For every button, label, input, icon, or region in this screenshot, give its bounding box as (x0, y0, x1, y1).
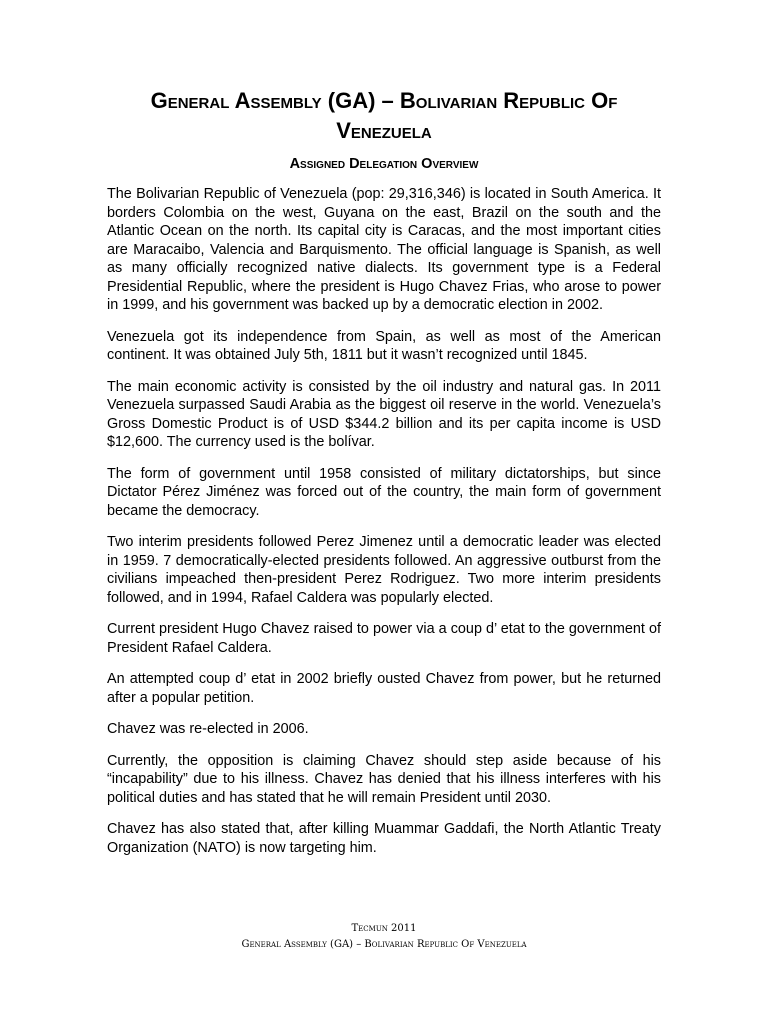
paragraph-coup-attempt: An attempted coup d’ etat in 2002 briefly ousted Chavez from power, but he returned after a popular petition. (107, 671, 661, 706)
document-body (107, 185, 661, 870)
paragraph-independence: Venezuela got its independence from Spain, as well as most of the American continent. It was obtained July 5th, 1811 but it wasn’t recognized until 1845. (107, 328, 661, 363)
paragraph-presidents: Two interim presidents followed Perez Jimenez until a democratic leader was elected in 1959. 7 democratically-elected presidents followed. An aggressive outburst from the civilians impeached then-president Perez Rodriguez. Two more interim presidents followed, and in 1994, Rafael Caldera was popularly elected. (107, 534, 661, 606)
page-footer (100, 921, 668, 953)
paragraph-government-history: The form of government until 1958 consisted of military dictatorships, but since Dictator Pérez Jiménez was forced out of the country, the main form of government became the democracy. (107, 465, 661, 519)
document-title (100, 86, 668, 146)
title-line-2: Venezuela (336, 118, 432, 143)
document-subtitle: Assigned Delegation Overview (289, 156, 479, 172)
paragraph-current-president: Current president Hugo Chavez raised to power via a coup d’ etat to the government of President Rafael Caldera. (107, 621, 661, 656)
paragraph-intro: The Bolivarian Republic of Venezuela (pop: 29,316,346) is located in South America. It borders Colombia on the west, Guyana on the east, Brazil on the south and the Atlantic Ocean on the north. Its capital city is Caracas, and the most important cities are Maracaibo, Valencia and Barquismento. The official language is Spanish, as well as many officially recognized native dialects. Its government type is a Federal Presidential Republic, where the president is Hugo Chavez Frias, who arose to power in 1999, and his government was backed up by a democratic election in 2002. (107, 186, 661, 313)
paragraph-reelection: Chavez was re-elected in 2006. (107, 721, 309, 737)
footer-line-1: Tecmun 2011 (351, 923, 417, 934)
paragraph-nato: Chavez has also stated that, after killing Muammar Gaddafi, the North Atlantic Treaty Organization (NATO) is now targeting him. (107, 821, 661, 856)
paragraph-economy: The main economic activity is consisted by the oil industry and natural gas. In 2011 Venezuela surpassed Saudi Arabia as the biggest oil reserve in the world. Venezuela’s Gross Domestic Product is of USD $344.2 billion and its per capita income is USD $12,600. The currency used is the bolívar. (107, 378, 661, 450)
paragraph-opposition: Currently, the opposition is claiming Chavez should step aside because of his “incapability” due to his illness. Chavez has denied that his illness interferes with his political duties and has stated that he will remain President until 2030. (107, 752, 661, 806)
footer-line-2: General Assembly (GA) – Bolivarian Republic Of Venezuela (241, 939, 527, 950)
title-line-1: General Assembly (GA) – Bolivarian Republic Of (150, 88, 618, 113)
